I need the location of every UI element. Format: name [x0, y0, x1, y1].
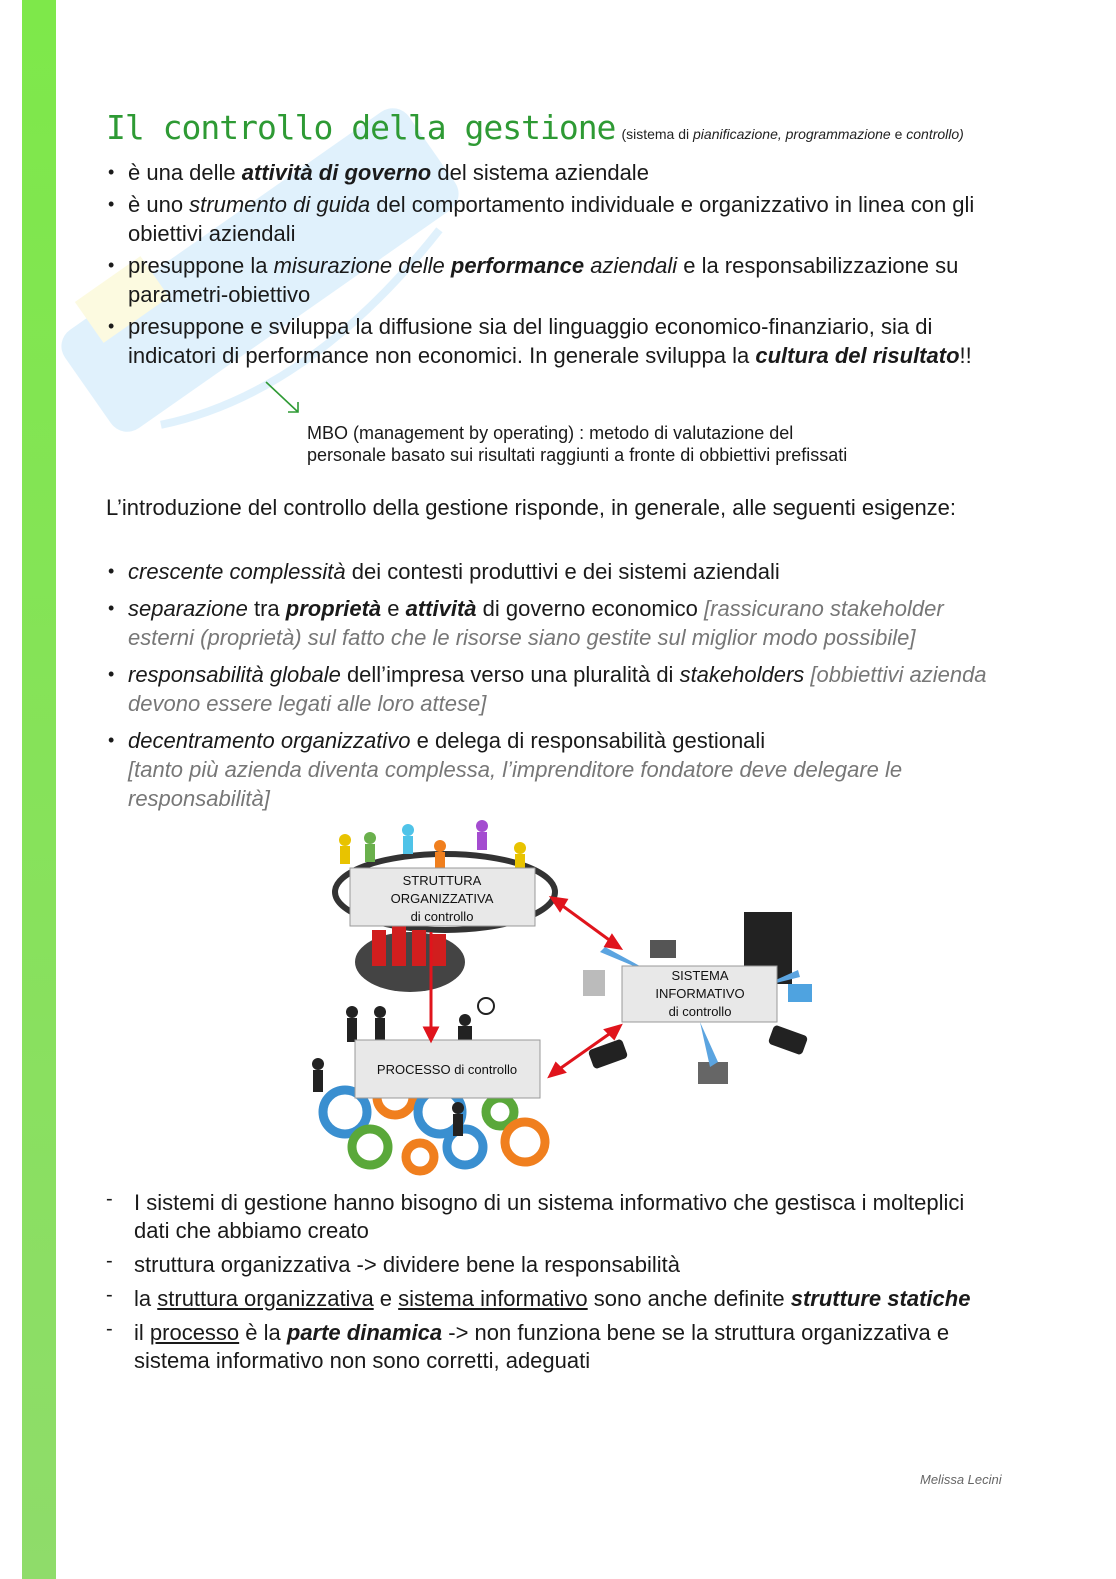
intro-paragraph: L’introduzione del controllo della gestione risponde, in generale, alle seguenti esigenze: [106, 495, 957, 520]
box2-line1: SISTEMA [671, 968, 729, 983]
author-footer: Melissa Lecini [920, 1472, 1002, 1487]
box2-line2: INFORMATIVO [655, 986, 745, 1001]
governance-list [106, 158, 1006, 370]
mbo-note: MBO (management by operating) : metodo di valutazione del personale basato sui risultati raggiunti a fronte di obbiettivi prefissati [307, 423, 848, 465]
list-item: - I sistemi di gestione hanno bisogno di un sistema informativo che gestisca i molteplici dati che abbiamo creato [106, 1189, 986, 1245]
box1-line3: di controllo [410, 909, 474, 924]
platform-icon [355, 932, 465, 992]
box3-label: PROCESSO di controllo [376, 1062, 518, 1077]
control-system-diagram [300, 812, 840, 1177]
list-item: • separazione tra proprietà e attività di governo economico [rassicurano stakeholder esterni (proprietà) sul fatto che le risorse siano gestite sul miglior modo possibile] [106, 594, 1006, 652]
list-item: • decentramento organizzativo e delega di responsabilità gestionali [tanto più azienda diventa complessa, l’imprenditore fondatore deve delegare le responsabilità] [106, 726, 1006, 813]
notes-list [106, 1189, 986, 1381]
title-row [106, 108, 964, 147]
arrow-icon [262, 378, 306, 420]
left-green-bar [22, 0, 56, 1579]
list-item: • è una delle attività di governo del sistema aziendale [106, 158, 1006, 187]
needs-list [106, 557, 1006, 813]
list-item: - il processo è la parte dinamica -> non funziona bene se la struttura organizzativa e sistema informativo non sono corretti, adeguati [106, 1319, 986, 1375]
list-item: • crescente complessità dei contesti produttivi e dei sistemi aziendali [106, 557, 1006, 586]
list-item: - la struttura organizzativa e sistema informativo sono anche definite strutture statiche [106, 1285, 986, 1313]
list-item: - struttura organizzativa -> dividere bene la responsabilità [106, 1251, 986, 1279]
list-item: • presuppone la misurazione delle performance aziendali e la responsabilizzazione su parametri-obiettivo [106, 251, 1006, 309]
box1-line1: STRUTTURA [402, 873, 482, 888]
list-item: • presuppone e sviluppa la diffusione sia del linguaggio economico-finanziario, sia di indicatori di performance non economici. In generale sviluppa la cultura del risultato!! [106, 312, 1006, 370]
list-item: • è uno strumento di guida del comportamento individuale e organizzativo in linea con gli obiettivi aziendali [106, 190, 1006, 248]
box1-line2: ORGANIZZATIVA [390, 891, 494, 906]
box2-line3: di controllo [668, 1004, 732, 1019]
page-subtitle: (sistema di pianificazione, programmazione e controllo) [621, 126, 964, 142]
page-title: Il controllo della gestione [106, 108, 616, 147]
list-item: • responsabilità globale dell’impresa verso una pluralità di stakeholders [obbiettivi azienda devono essere legati alle loro attese] [106, 660, 1006, 718]
